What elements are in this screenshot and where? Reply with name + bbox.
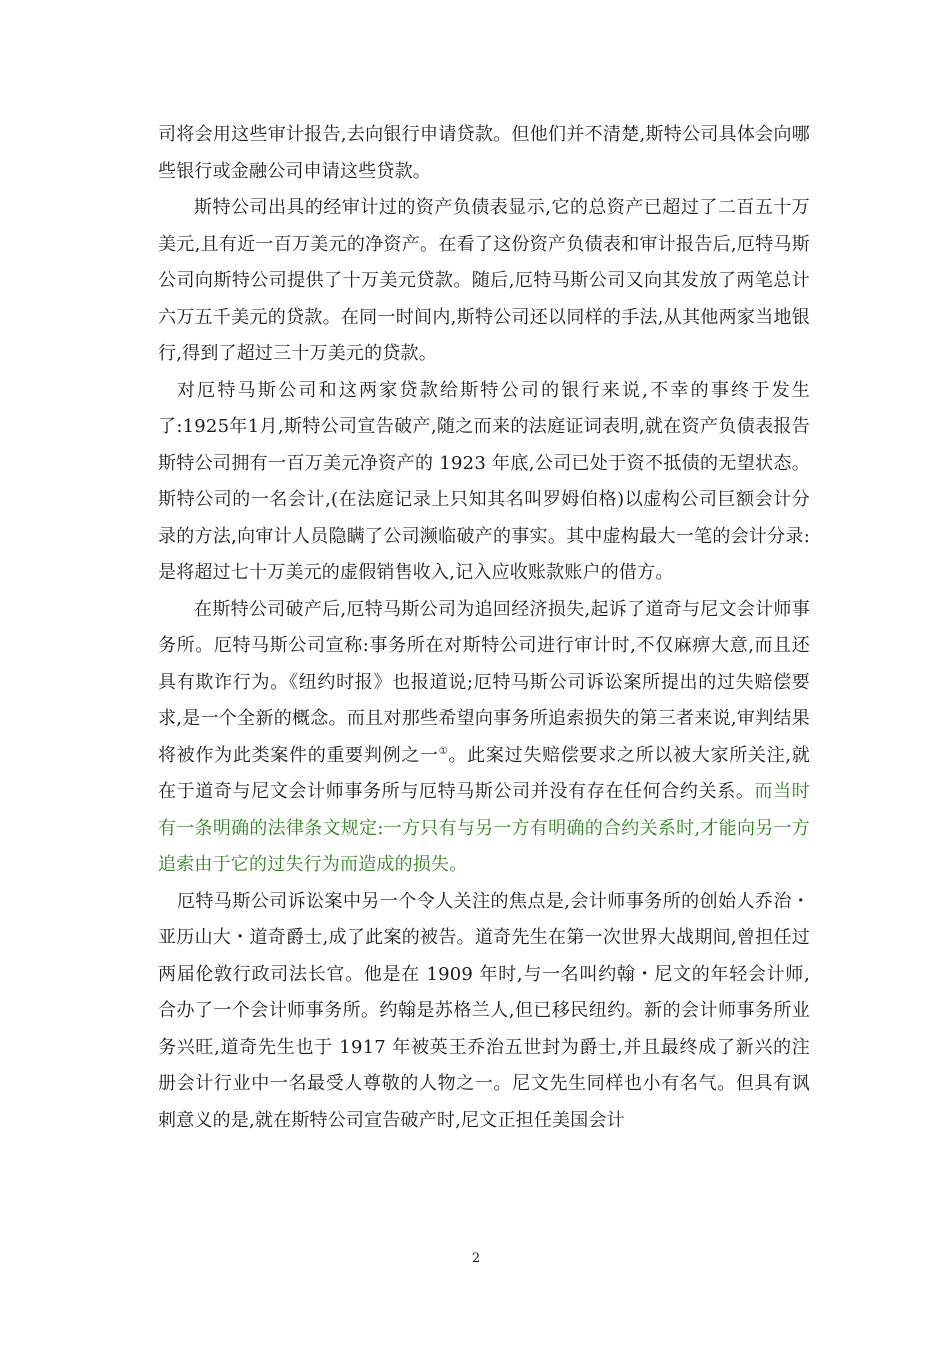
highlighted-legal-rule: 而当时有一条明确的法律条文规定:一方只有与另一方有明确的合约关系时,才能向另一方追索由于它的过失行为而造成的损失。 xyxy=(158,781,810,875)
paragraph-continuation: 司将会用这些审计报告,去向银行申请贷款。但他们并不清楚,斯特公司具体会向哪些银行或金融公司申请这些贷款。 xyxy=(158,124,810,182)
paragraph-balance-sheet: 斯特公司出具的经审计过的资产负债表显示,它的总资产已超过了二百五十万美元,且有近一百万美元的净资产。在看了这份资产负债表和审计报告后,厄特马斯公司向斯特公司提供了十万美元贷款。随后,厄特马斯公司又向其发放了两笔总计六万五千美元的贷款。在同一时间内,斯特公司还以同样的手法,从其他两家当地银行,得到了超过三十万美元的贷款。 xyxy=(158,197,810,364)
paragraph-bankruptcy: 对厄特马斯公司和这两家贷款给斯特公司的银行来说,不幸的事终于发生了:1925年1月,斯特公司宣告破产,随之而来的法庭证词表明,就在资产负债表报告斯特公司拥有一百万美元净资产的 1923 年底,公司已处于资不抵债的无望状态。斯特公司的一名会计,(在法庭记录上只知其名叫罗姆伯格)以虚构公司巨额会计分录的方法,向审计人员隐瞒了公司濒临破产的事实。其中虚构最大一笔的会计分录:是将超过七十万美元的虚假销售收入,记入应收账款账户的借方。 xyxy=(158,379,810,583)
lawsuit-text: 在斯特公司破产后,厄特马斯公司为追回经济损失,起诉了道奇与尼文会计师事务所。厄特马斯公司宣称:事务所在对斯特公司进行审计时,不仅麻痹大意,而且还具有欺诈行为。《纽约时报》也报道说;厄特马斯公司诉讼案所提出的过失赔偿要求,是一个全新的概念。而且对那些希望向事务所追索损失的第三者来说,审判结果将被作为此类案件的重要判例之一 xyxy=(158,598,810,766)
paragraph-defendant: 厄特马斯公司诉讼案中另一个令人关注的焦点是,会计师事务所的创始人乔治・亚历山大・道奇爵士,成了此案的被告。道奇先生在第一次世界大战期间,曾担任过两届伦敦行政司法长官。他是在 1909 年时,与一名叫约翰・尼文的年轻会计师,合办了一个会计师事务所。约翰是苏格兰人,但已移民纽约。新的会计师事务所业务兴旺,道奇先生也于 1917 年被英王乔治五世封为爵士,并且最终成了新兴的注册会计行业中一名最受人尊敬的人物之一。尼文先生同样也小有名气。但具有讽刺意义的是,就在斯特公司宣告破产时,尼文正担任美国会计 xyxy=(158,890,810,1131)
body-text xyxy=(158,117,810,1139)
lawsuit-text-continued: 。此案过失赔偿要求之所以被大家所关注,就在于道奇与尼文会计师事务所与厄特马斯公司并没有存在任何合约关系。 xyxy=(158,744,810,802)
paragraph-lawsuit xyxy=(158,592,810,884)
page-number: 2 xyxy=(471,1251,481,1266)
footnote-marker[interactable]: ① xyxy=(438,745,449,757)
